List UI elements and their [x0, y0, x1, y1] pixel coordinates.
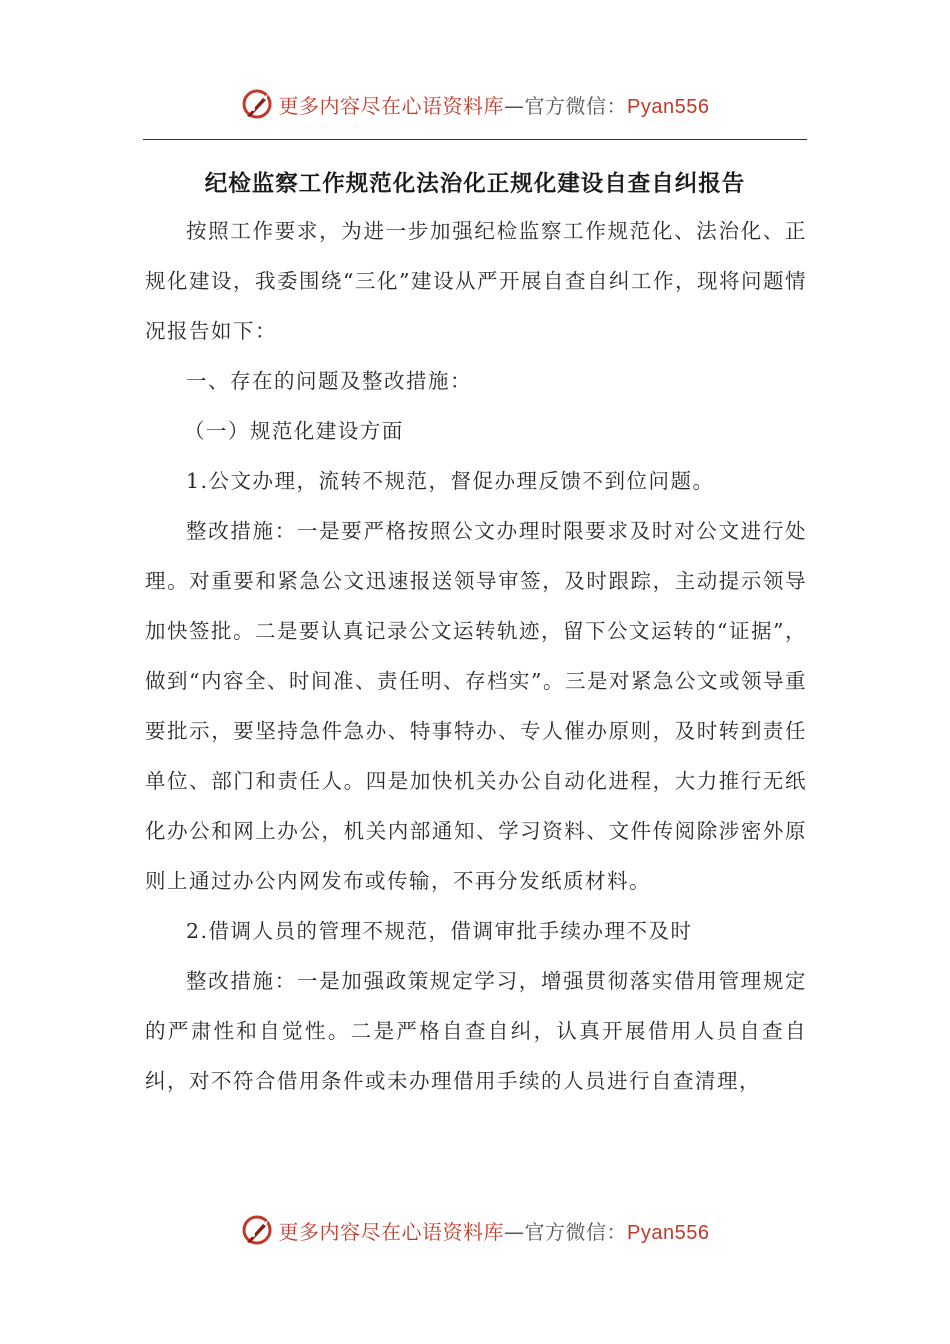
- document-body: [145, 206, 807, 1106]
- header-divider: [143, 139, 807, 140]
- pen-nib-logo-icon: [241, 87, 275, 121]
- footer-wechat-label: 官方微信：: [524, 1219, 628, 1244]
- pen-nib-logo-icon: [241, 1213, 275, 1247]
- footer-wechat-id: Pyan556: [627, 1221, 710, 1244]
- issue-item-1: 1.公文办理，流转不规范，督促办理反馈不到位问题。: [186, 469, 715, 493]
- intro-paragraph: 按照工作要求，为进一步加强纪检监察工作规范化、法治化、正规化建设，我委围绕“三化”建设从严开展自查自纠工作，现将问题情况报告如下：: [145, 219, 807, 343]
- rectification-paragraph-1: 整改措施：一是要严格按照公文办理时限要求及时对公文进行处理。对重要和紧急公文迅速报送领导审签，及时跟踪，主动提示领导加快签批。二是要认真记录公文运转轨迹，留下公文运转的“证据”，做到“内容全、时间准、责任明、存档实”。三是对紧急公文或领导重要批示，要坚持急件急办、特事特办、专人催办原则，及时转到责任单位、部门和责任人。四是加快机关办公自动化进程，大力推行无纸化办公和网上办公，机关内部通知、学习资料、文件传阅除涉密外原则上通过办公内网发布或传输，不再分发纸质材料。: [145, 519, 807, 893]
- banner-wechat-label: 官方微信：: [524, 93, 628, 118]
- footer-site-name: 更多内容尽在心语资料库: [278, 1219, 505, 1244]
- footer-dash: —: [504, 1219, 525, 1244]
- section-heading: 一、存在的问题及整改措施：: [186, 369, 472, 393]
- issue-item-2: 2.借调人员的管理不规范，借调审批手续办理不及时: [186, 919, 693, 943]
- banner-wechat-id: Pyan556: [627, 95, 710, 118]
- banner-dash: —: [504, 93, 525, 118]
- rectification-paragraph-2: 整改措施：一是加强政策规定学习，增强贯彻落实借用管理规定的严肃性和自觉性。二是严格自查自纠，认真开展借用人员自查自纠，对不符合借用条件或未办理借用手续的人员进行自查清理，: [145, 969, 807, 1093]
- footer-banner: [0, 1210, 950, 1250]
- subsection-heading: （一）规范化建设方面: [183, 419, 404, 443]
- header-banner: [0, 84, 950, 124]
- document-title: 纪检监察工作规范化法治化正规化建设自查自纠报告: [204, 171, 746, 197]
- banner-site-name: 更多内容尽在心语资料库: [278, 93, 505, 118]
